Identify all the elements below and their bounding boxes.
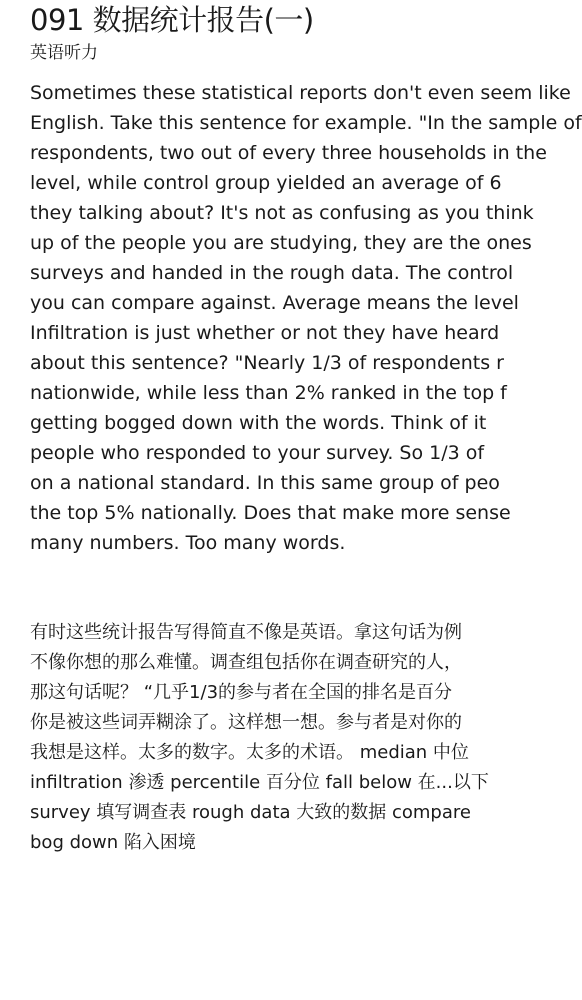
- chinese-line: 我想是这样。太多的数字。太多的术语。 median 中位: [30, 742, 469, 763]
- article-title: 091 数据统计报告(一): [30, 3, 314, 37]
- vocabulary-line: survey 填写调查表 rough data 大致的数据 compare: [30, 802, 471, 823]
- article-subtitle: 英语听力: [30, 43, 98, 63]
- vocabulary-line: bog down 陷入困境: [30, 832, 196, 853]
- english-line: you can compare against. Average means the level: [30, 292, 519, 314]
- english-line: Sometimes these statistical reports don't even seem like: [30, 82, 571, 104]
- vocabulary-line: infiltration 渗透 percentile 百分位 fall below 在...以下: [30, 772, 489, 793]
- english-line: nationwide, while less than 2% ranked in the top f: [30, 382, 507, 404]
- english-line: people who responded to your survey. So 1/3 of: [30, 442, 485, 464]
- chinese-line: 不像你想的那么难懂。调查组包括你在调查研究的人，: [30, 652, 462, 673]
- english-line: getting bogged down with the words. Think of it: [30, 412, 487, 434]
- english-line: surveys and handed in the rough data. The control: [30, 262, 514, 284]
- english-line: Infiltration is just whether or not they have heard: [30, 322, 500, 344]
- chinese-line: 有时这些统计报告写得简直不像是英语。拿这句话为例: [30, 622, 462, 643]
- article-page: [30, 0, 582, 1000]
- chinese-paragraph: [30, 618, 500, 858]
- english-line: English. Take this sentence for example. "In the sample of: [30, 112, 582, 134]
- english-line: up of the people you are studying, they are the ones: [30, 232, 532, 254]
- english-line: about this sentence? "Nearly 1/3 of respondents r: [30, 352, 504, 374]
- english-line: many numbers. Too many words.: [30, 532, 346, 554]
- english-line: on a national standard. In this same group of peo: [30, 472, 500, 494]
- english-line: level, while control group yielded an average of 6: [30, 172, 502, 194]
- english-line: respondents, two out of every three households in the: [30, 142, 547, 164]
- english-line: the top 5% nationally. Does that make more sense: [30, 502, 511, 524]
- english-line: they talking about? It's not as confusing as you think: [30, 202, 534, 224]
- chinese-line: 那这句话呢？ “几乎1/3的参与者在全国的排名是百分: [30, 682, 453, 703]
- english-paragraph: [30, 78, 582, 558]
- chinese-line: 你是被这些词弄糊涂了。这样想一想。参与者是对你的: [30, 712, 462, 733]
